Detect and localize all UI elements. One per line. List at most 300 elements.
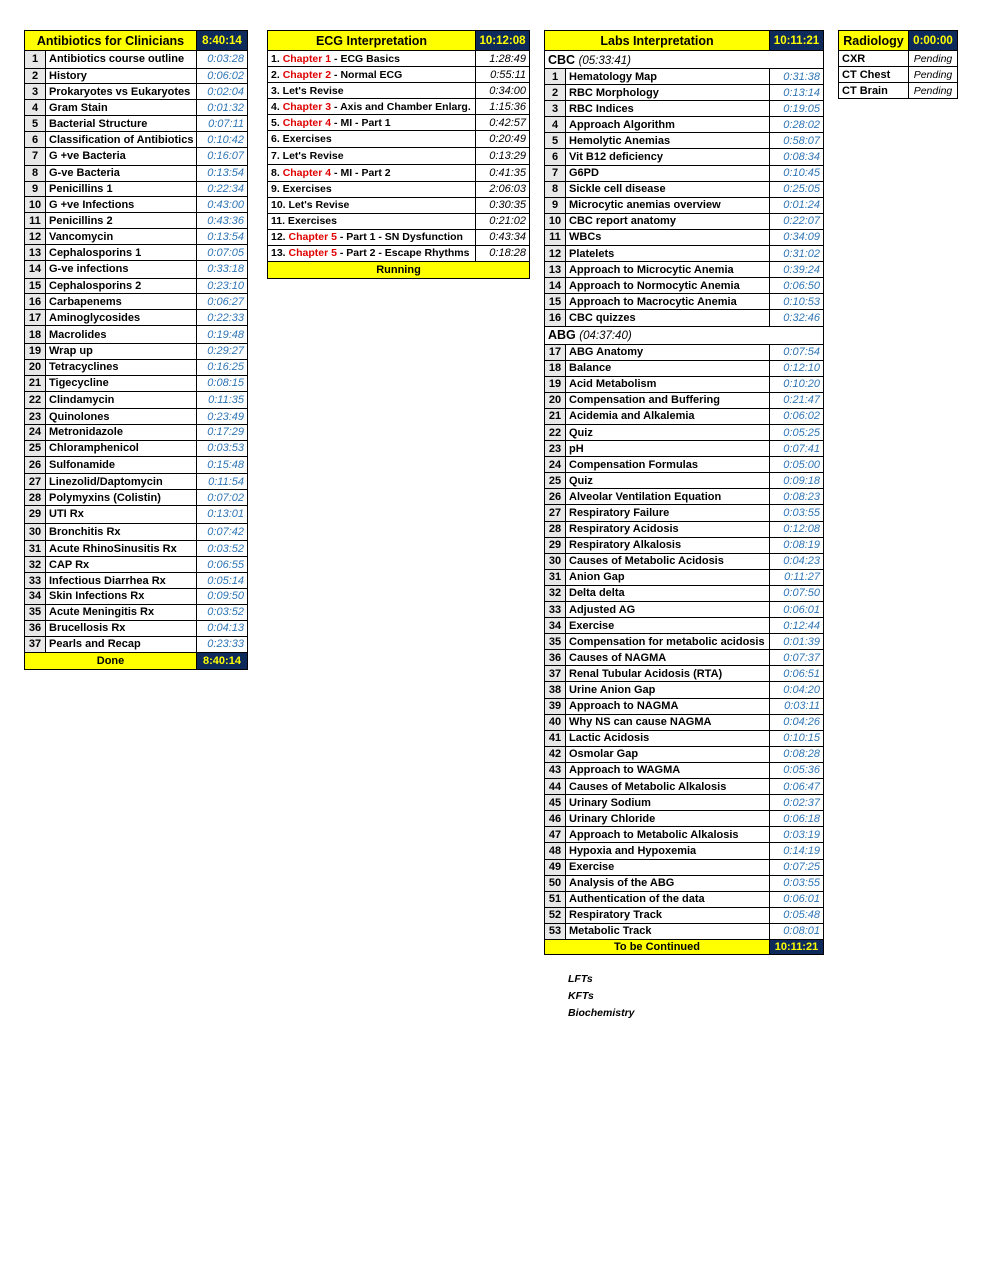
row-number: 20	[545, 392, 566, 408]
total-time: 10:11:21	[770, 31, 824, 51]
lesson-duration: 0:06:02	[197, 68, 248, 84]
lesson-title: Tetracyclines	[46, 359, 197, 375]
row-number: 21	[545, 408, 566, 424]
lesson-duration: 0:04:13	[197, 620, 248, 636]
section-header	[545, 51, 824, 69]
table-row	[545, 698, 824, 714]
lesson-title: Vancomycin	[46, 229, 197, 245]
lesson-duration: 0:15:48	[197, 456, 248, 474]
lesson-duration: 0:03:53	[197, 440, 248, 456]
lesson-title: Osmolar Gap	[566, 746, 770, 762]
row-number: 35	[25, 604, 46, 620]
section-header	[545, 326, 824, 344]
lesson-duration: 0:22:07	[770, 213, 824, 229]
table-row	[545, 181, 824, 197]
lesson-title: Platelets	[566, 246, 770, 262]
lesson-duration: 0:23:49	[197, 409, 248, 425]
table-row	[545, 666, 824, 682]
table-row	[25, 474, 248, 490]
row-number: 20	[25, 359, 46, 375]
row-number: 17	[25, 310, 46, 326]
table-row	[545, 569, 824, 585]
row-number: 11	[545, 229, 566, 245]
row-number: 24	[545, 457, 566, 473]
lesson-title: CBC quizzes	[566, 310, 770, 326]
chapter-duration: 0:20:49	[476, 131, 530, 148]
row-number: 33	[25, 573, 46, 589]
lesson-duration: 0:39:24	[770, 262, 824, 278]
lesson-title: Causes of Metabolic Acidosis	[566, 553, 770, 569]
row-number: 1	[545, 69, 566, 85]
lesson-title: Vit B12 deficiency	[566, 149, 770, 165]
lesson-title: WBCs	[566, 229, 770, 245]
table-row	[545, 278, 824, 294]
lesson-duration: 0:03:52	[197, 541, 248, 557]
row-number: 10	[25, 197, 46, 213]
chapter-title: 2. Chapter 2 - Normal ECG	[268, 67, 476, 83]
row-number: 25	[25, 440, 46, 456]
lesson-duration: 0:43:00	[197, 197, 248, 213]
chapter-duration: 0:21:02	[476, 213, 530, 229]
lesson-title: CAP Rx	[46, 557, 197, 573]
lesson-duration: 0:06:55	[197, 557, 248, 573]
lesson-title: Gram Stain	[46, 100, 197, 116]
row-number: 14	[545, 278, 566, 294]
table-row	[545, 891, 824, 907]
lesson-duration: 0:06:27	[197, 294, 248, 310]
table-title: ECG Interpretation	[268, 31, 476, 51]
table-row	[545, 602, 824, 618]
row-number: 16	[545, 310, 566, 326]
lesson-duration: 0:19:48	[197, 326, 248, 344]
lesson-title: Classification of Antibiotics	[46, 132, 197, 148]
table-row	[545, 262, 824, 278]
row-number: 49	[545, 859, 566, 875]
lesson-title: Metabolic Track	[566, 923, 770, 939]
lesson-title: Penicillins 1	[46, 181, 197, 197]
lesson-duration: 0:07:05	[197, 245, 248, 261]
row-number: 6	[545, 149, 566, 165]
table-row	[25, 229, 248, 245]
lesson-title: Respiratory Failure	[566, 505, 770, 521]
row-number: 40	[545, 714, 566, 730]
chapter-label: Chapter 5	[288, 231, 337, 244]
row-number: 12	[545, 246, 566, 262]
lesson-duration: 0:03:28	[197, 51, 248, 69]
row-number: 30	[545, 553, 566, 569]
table-row	[545, 69, 824, 85]
lesson-title: History	[46, 68, 197, 84]
row-number: 23	[25, 409, 46, 425]
row-number: 16	[25, 294, 46, 310]
lesson-title: Skin Infections Rx	[46, 589, 197, 605]
radiology-table	[838, 30, 958, 99]
table-row	[545, 875, 824, 891]
table-row	[545, 133, 824, 149]
lesson-title: Linezolid/Daptomycin	[46, 474, 197, 490]
chapter-title: 13. Chapter 5 - Part 2 - Escape Rhythms	[268, 245, 476, 261]
table-title: Antibiotics for Clinicians	[25, 31, 197, 51]
lesson-title: Approach Algorithm	[566, 117, 770, 133]
lesson-title: RBC Indices	[566, 101, 770, 117]
row-number: 31	[545, 569, 566, 585]
lesson-duration: 0:08:28	[770, 746, 824, 762]
table-row	[545, 762, 824, 778]
lesson-duration: 0:08:01	[770, 923, 824, 939]
chapter-label: Chapter 1	[282, 52, 332, 65]
lesson-title: UTI Rx	[46, 506, 197, 524]
lesson-title: Clindamycin	[46, 391, 197, 409]
chapter-title: 6. Exercises	[268, 131, 476, 148]
table-footer	[545, 939, 824, 954]
chapter-label: Chapter 5	[288, 247, 337, 260]
table-footer	[268, 262, 530, 279]
lesson-duration: 0:23:33	[197, 636, 248, 652]
row-number: 27	[25, 474, 46, 490]
table-row	[25, 148, 248, 166]
table-row	[25, 68, 248, 84]
lesson-duration: 0:13:54	[197, 229, 248, 245]
lesson-duration: 0:12:44	[770, 618, 824, 634]
lesson-title: Urinary Sodium	[566, 795, 770, 811]
lesson-duration: 0:03:19	[770, 827, 824, 843]
lesson-duration: 0:31:38	[770, 69, 824, 85]
lesson-title: Authentication of the data	[566, 891, 770, 907]
lesson-duration: 0:10:45	[770, 165, 824, 181]
lesson-title: Acute RhinoSinusitis Rx	[46, 541, 197, 557]
total-time: 8:40:14	[197, 31, 248, 51]
lesson-duration: 0:06:02	[770, 408, 824, 424]
lesson-duration: 0:05:48	[770, 907, 824, 923]
lesson-duration: 0:05:36	[770, 762, 824, 778]
lesson-duration: 0:09:18	[770, 473, 824, 489]
chapter-title: 7. Let's Revise	[268, 148, 476, 165]
row-number: 19	[25, 343, 46, 359]
row-number: 13	[545, 262, 566, 278]
table-row	[25, 165, 248, 181]
lesson-duration: 0:28:02	[770, 117, 824, 133]
lesson-title: pH	[566, 441, 770, 457]
chapter-title: 12. Chapter 5 - Part 1 - SN Dysfunction	[268, 229, 476, 245]
lesson-duration: 0:07:54	[770, 344, 824, 360]
table-row	[268, 83, 530, 99]
table-header	[545, 31, 824, 51]
lesson-title: Macrolides	[46, 326, 197, 344]
chapter-duration: 0:18:28	[476, 245, 530, 261]
table-row	[839, 51, 958, 67]
lesson-duration: 0:06:01	[770, 602, 824, 618]
chapter-duration: 0:30:35	[476, 197, 530, 213]
lesson-title: G-ve infections	[46, 260, 197, 278]
row-number: 24	[25, 425, 46, 441]
table-row	[25, 604, 248, 620]
table-row	[545, 246, 824, 262]
table-row	[268, 115, 530, 131]
row-number: 6	[25, 132, 46, 148]
table-row	[545, 197, 824, 213]
table-row	[25, 245, 248, 261]
lesson-duration: 0:34:09	[770, 229, 824, 245]
table-row	[25, 557, 248, 573]
row-number: 9	[25, 181, 46, 197]
lesson-duration: 0:05:25	[770, 424, 824, 440]
row-number: 8	[25, 165, 46, 181]
lesson-title: Delta delta	[566, 585, 770, 601]
chapter-title: 1. Chapter 1 - ECG Basics	[268, 51, 476, 67]
lesson-title: Acid Metabolism	[566, 376, 770, 392]
row-number: 34	[25, 589, 46, 605]
chapter-title: 5. Chapter 4 - MI - Part 1	[268, 115, 476, 131]
upcoming-topic: LFTs	[568, 973, 593, 985]
lesson-duration: 0:22:34	[197, 181, 248, 197]
ecg-table	[267, 30, 530, 279]
table-row	[545, 149, 824, 165]
table-header	[839, 31, 958, 51]
row-number: 4	[25, 100, 46, 116]
table-row	[545, 843, 824, 859]
chapter-title: 11. Exercises	[268, 213, 476, 229]
lesson-duration: 0:10:53	[770, 294, 824, 310]
row-number: 47	[545, 827, 566, 843]
lesson-title: Tigecycline	[46, 375, 197, 391]
total-time: 8:40:14	[197, 652, 248, 669]
table-row	[545, 730, 824, 746]
lesson-duration: 0:10:15	[770, 730, 824, 746]
row-number: 41	[545, 730, 566, 746]
table-row	[268, 67, 530, 83]
lesson-title: Anion Gap	[566, 569, 770, 585]
row-number: 15	[25, 278, 46, 294]
table-row	[268, 148, 530, 165]
table-row	[25, 573, 248, 589]
row-number: 53	[545, 923, 566, 939]
lesson-title: G +ve Infections	[46, 197, 197, 213]
table-row	[25, 523, 248, 541]
lesson-duration: 0:05:14	[197, 573, 248, 589]
lesson-duration: 0:07:50	[770, 585, 824, 601]
lesson-duration: 0:07:37	[770, 650, 824, 666]
table-row	[545, 457, 824, 473]
table-row	[545, 634, 824, 650]
row-number: 12	[25, 229, 46, 245]
table-row	[545, 229, 824, 245]
table-row	[545, 489, 824, 505]
lesson-duration: 0:05:00	[770, 457, 824, 473]
lesson-title: Respiratory Acidosis	[566, 521, 770, 537]
table-row	[545, 795, 824, 811]
table-row	[25, 620, 248, 636]
row-number: 2	[545, 85, 566, 101]
lesson-title: Urinary Chloride	[566, 811, 770, 827]
lesson-duration: 0:16:07	[197, 148, 248, 166]
lesson-title: Alveolar Ventilation Equation	[566, 489, 770, 505]
lesson-duration: 0:06:01	[770, 891, 824, 907]
lesson-title: Approach to WAGMA	[566, 762, 770, 778]
row-number: 4	[545, 117, 566, 133]
lesson-duration: 0:06:50	[770, 278, 824, 294]
lesson-duration: 0:03:52	[197, 604, 248, 620]
total-time: 0:00:00	[909, 31, 958, 51]
table-row	[545, 827, 824, 843]
row-number: 3	[25, 84, 46, 100]
row-number: 52	[545, 907, 566, 923]
lesson-duration: 0:04:23	[770, 553, 824, 569]
table-row	[545, 907, 824, 923]
lesson-title: Causes of NAGMA	[566, 650, 770, 666]
table-row	[268, 213, 530, 229]
row-number: 42	[545, 746, 566, 762]
lesson-title: Respiratory Track	[566, 907, 770, 923]
lesson-duration: 0:10:42	[197, 132, 248, 148]
table-row	[545, 811, 824, 827]
lesson-duration: 0:03:11	[770, 698, 824, 714]
table-row	[545, 553, 824, 569]
row-number: 13	[25, 245, 46, 261]
table-row	[25, 425, 248, 441]
lesson-duration: 0:13:01	[197, 506, 248, 524]
chapter-duration: 0:13:29	[476, 148, 530, 165]
row-number: 3	[545, 101, 566, 117]
lesson-title: Bronchitis Rx	[46, 523, 197, 541]
lesson-title: Balance	[566, 360, 770, 376]
table-row	[545, 408, 824, 424]
lesson-title: Wrap up	[46, 343, 197, 359]
abg-section-header: ABG (04:37:40)	[545, 326, 824, 344]
row-number: 25	[545, 473, 566, 489]
lesson-duration: 0:22:33	[197, 310, 248, 326]
lesson-duration: 0:25:05	[770, 181, 824, 197]
chapter-label: Chapter 2	[282, 68, 332, 81]
lesson-title: Antibiotics course outline	[46, 51, 197, 69]
row-number: 32	[25, 557, 46, 573]
lesson-duration: 0:04:20	[770, 682, 824, 698]
lesson-duration: 0:02:37	[770, 795, 824, 811]
lesson-duration: 0:11:27	[770, 569, 824, 585]
table-row	[545, 521, 824, 537]
row-number: 19	[545, 376, 566, 392]
row-number: 28	[545, 521, 566, 537]
lesson-duration: 0:12:10	[770, 360, 824, 376]
table-row	[545, 585, 824, 601]
row-number: 26	[25, 456, 46, 474]
table-row	[545, 294, 824, 310]
chapter-duration: 0:55:11	[476, 67, 530, 83]
lesson-title: Causes of Metabolic Alkalosis	[566, 779, 770, 795]
row-number: 34	[545, 618, 566, 634]
row-number: 23	[545, 441, 566, 457]
table-row	[545, 441, 824, 457]
row-number: 15	[545, 294, 566, 310]
table-row	[545, 360, 824, 376]
lesson-title: Metronidazole	[46, 425, 197, 441]
table-row	[268, 165, 530, 181]
lesson-title: Compensation for metabolic acidosis	[566, 634, 770, 650]
lesson-duration: 0:07:25	[770, 859, 824, 875]
table-row	[268, 131, 530, 148]
lesson-title: Brucellosis Rx	[46, 620, 197, 636]
row-number: 17	[545, 344, 566, 360]
chapter-duration: 0:41:35	[476, 165, 530, 181]
table-row	[268, 197, 530, 213]
lesson-title: Approach to Microcytic Anemia	[566, 262, 770, 278]
lesson-title: Compensation Formulas	[566, 457, 770, 473]
lesson-title: Analysis of the ABG	[566, 875, 770, 891]
status-label: Running	[268, 262, 530, 279]
lesson-duration: 0:03:55	[770, 875, 824, 891]
table-row	[25, 310, 248, 326]
table-row	[545, 101, 824, 117]
table-footer	[25, 652, 248, 669]
lesson-duration: 0:08:15	[197, 375, 248, 391]
row-number: 51	[545, 891, 566, 907]
row-number: 22	[25, 391, 46, 409]
row-number: 2	[25, 68, 46, 84]
row-number: 37	[545, 666, 566, 682]
table-row	[545, 779, 824, 795]
table-row	[545, 310, 824, 326]
table-row	[25, 260, 248, 278]
table-row	[25, 100, 248, 116]
lesson-title: Penicillins 2	[46, 213, 197, 229]
row-number: 45	[545, 795, 566, 811]
table-row	[25, 326, 248, 344]
row-number: 5	[545, 133, 566, 149]
lesson-duration: 0:19:05	[770, 101, 824, 117]
table-row	[545, 682, 824, 698]
row-number: 26	[545, 489, 566, 505]
row-number: 44	[545, 779, 566, 795]
lesson-title: Carbapenems	[46, 294, 197, 310]
chapter-label: Chapter 4	[282, 167, 332, 180]
row-number: 30	[25, 523, 46, 541]
lesson-title: Why NS can cause NAGMA	[566, 714, 770, 730]
lesson-duration: 0:23:10	[197, 278, 248, 294]
table-row	[545, 392, 824, 408]
table-row	[545, 650, 824, 666]
lesson-duration: 0:11:54	[197, 474, 248, 490]
row-number: 31	[25, 541, 46, 557]
table-row	[545, 85, 824, 101]
row-number: 8	[545, 181, 566, 197]
table-row	[268, 229, 530, 245]
table-header	[25, 31, 248, 51]
lesson-title: Approach to Macrocytic Anemia	[566, 294, 770, 310]
lesson-duration: 0:16:25	[197, 359, 248, 375]
status-label: To be Continued	[545, 939, 770, 954]
table-row	[25, 440, 248, 456]
lesson-duration: 0:17:29	[197, 425, 248, 441]
lesson-duration: 0:12:08	[770, 521, 824, 537]
table-row	[25, 391, 248, 409]
lesson-title: Microcytic anemias overview	[566, 197, 770, 213]
lesson-title: G6PD	[566, 165, 770, 181]
lesson-title: ABG Anatomy	[566, 344, 770, 360]
table-row	[545, 424, 824, 440]
lesson-duration: 0:58:07	[770, 133, 824, 149]
row-number: 32	[545, 585, 566, 601]
lesson-title: Approach to Metabolic Alkalosis	[566, 827, 770, 843]
total-time: 10:11:21	[770, 939, 824, 954]
table-row	[839, 67, 958, 83]
lesson-duration: 0:32:46	[770, 310, 824, 326]
lesson-duration: 0:02:04	[197, 84, 248, 100]
lesson-title: Approach to Normocytic Anemia	[566, 278, 770, 294]
row-number: 7	[545, 165, 566, 181]
lesson-duration: 0:09:50	[197, 589, 248, 605]
lesson-title: Hypoxia and Hypoxemia	[566, 843, 770, 859]
table-row	[545, 376, 824, 392]
lesson-duration: 0:08:19	[770, 537, 824, 553]
